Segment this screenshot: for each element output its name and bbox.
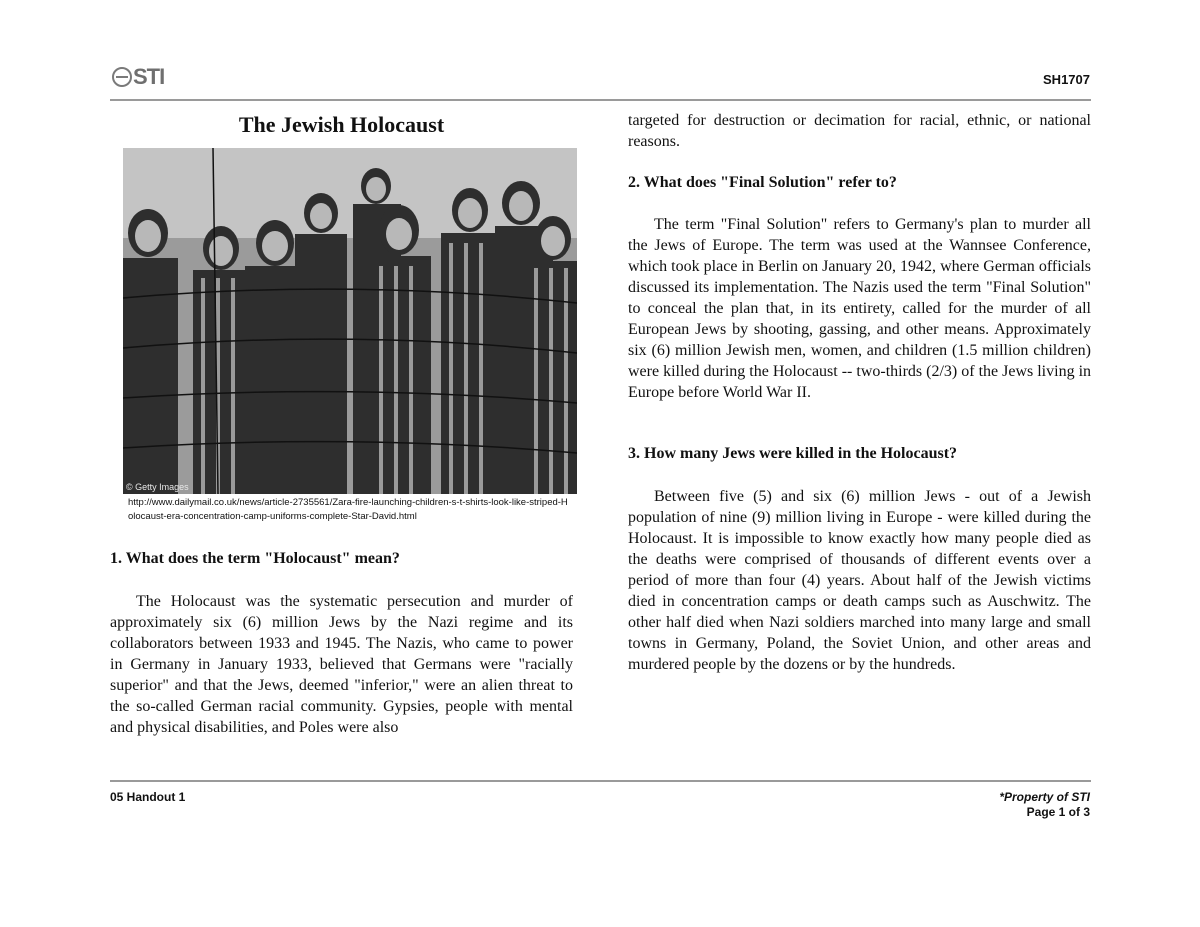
footer-page-number: Page 1 of 3: [1026, 805, 1090, 819]
globe-icon: [112, 67, 132, 87]
sti-logo: [112, 64, 164, 90]
question-3-heading: 3. How many Jews were killed in the Holocaust?: [628, 445, 958, 462]
question-1-body: The Holocaust was the systematic persecution and murder of approximately six (6) million Jews by the Nazi regime and its collaborators between 1933 and 1945. The Nazis, who came to power in Germany in January 1933, believed that Germans were "racially superior" and that the Jews, deemed "inferior," were an alien threat to the so-called German racial community. Gypsies, people with mental and physical disabilities, and Poles were also: [110, 593, 573, 736]
photo-credit: © Getty Images: [126, 482, 189, 492]
question-3-body: Between five (5) and six (6) million Jews - out of a Jewish population of nine (9) million living in Europe - were killed during the Holocaust. It is impossible to know exactly how many people died as the deaths were comprised of thousands of different events over a period of more than four (4) years. About half of the Jewish victims died in concentration camps or death camps such as Auschwitz. The other half died when Nazi soldiers marched into many large and small towns in Germany, Poland, the Soviet Union, and other areas and murdered people by the dozens or by the hundreds.: [628, 488, 1091, 673]
question-1-heading: 1. What does the term "Holocaust" mean?: [110, 550, 400, 567]
image-source-link[interactable]: http://www.dailymail.co.uk/news/article-2735561/Zara-fire-launching-children-s-t-shirts-look-like-striped-Holocaust-era-concentration-camp-uniforms-complete-Star-David.html: [128, 497, 568, 522]
footer-right: [999, 790, 1090, 820]
logo-text: STI: [133, 64, 165, 89]
holocaust-photo: [123, 148, 577, 494]
photo-illustration: [123, 148, 577, 494]
footer-property: *Property of STI: [999, 790, 1090, 804]
question-2-body: The term "Final Solution" refers to Germany's plan to murder all the Jews of Europe. The term was used at the Wannsee Conference, which took place in Berlin on January 20, 1942, where German officials discussed its implementation. The Nazis used the term "Final Solution" to conceal the plan that, in its entirety, called for the murder of all European Jews by shooting, gassing, and other means. Approximately six (6) million Jewish men, women, and children (1.5 million children) were killed during the Holocaust -- two-thirds (2/3) of the Jews living in Europe before World War II.: [628, 216, 1092, 401]
header-divider: [110, 99, 1091, 101]
footer-handout-label: 05 Handout 1: [110, 790, 186, 804]
footer-divider: [110, 780, 1091, 782]
page-title: The Jewish Holocaust: [238, 112, 445, 137]
question-1-body-continued: targeted for destruction or decimation for racial, ethnic, or national reasons.: [628, 112, 1091, 150]
question-2-heading: 2. What does "Final Solution" refer to?: [628, 174, 897, 191]
document-code: SH1707: [1043, 72, 1090, 87]
